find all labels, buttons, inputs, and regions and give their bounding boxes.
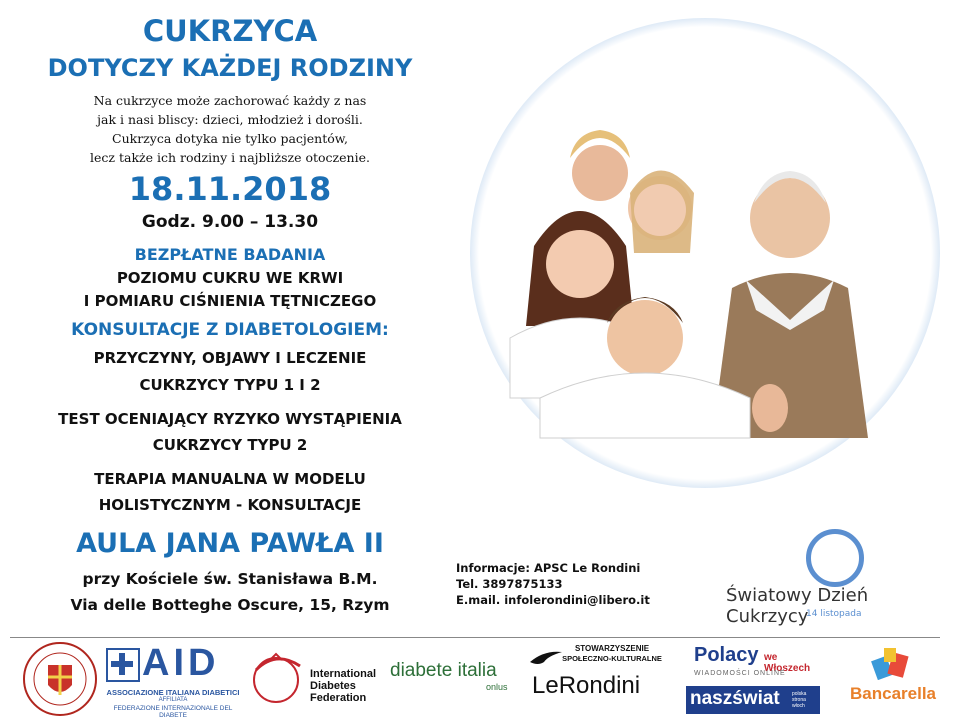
bancarella-logo	[846, 644, 940, 716]
le-rondini-logo	[528, 644, 666, 716]
title-line-2: DOTYCZY KAŻDEJ RODZINY	[47, 54, 413, 82]
church-seal-logo	[22, 641, 98, 717]
free-tests-line: POZIOMU CUKRU WE KRWI	[116, 269, 344, 287]
risk-test-line: TEST OCENIAJĄCY RYZYKO WYSTĄPIENIA	[58, 410, 402, 428]
family-illustration	[470, 18, 940, 488]
consult-title: KONSULTACJE Z DIABETOLOGIEM:	[71, 320, 389, 340]
contact-email: E.mail. infolerondini@libero.it	[456, 593, 650, 607]
consult-lines	[20, 345, 440, 399]
venue-address	[20, 566, 440, 618]
aid-title: AID	[142, 642, 220, 684]
aid-line1: ASSOCIAZIONE ITALIANA DIABETICI	[106, 688, 240, 697]
lr-line2: SPOŁECZNO-KULTURALNE	[562, 654, 662, 663]
diabete-italia-logo	[390, 660, 520, 700]
polacy-we-wloszech-logo	[688, 644, 811, 684]
intro-line: Na cukrzyce może zachorować każdy z nas	[93, 93, 367, 108]
intro-line: jak i nasi bliscy: dzieci, młodzież i dorośli.	[97, 112, 363, 127]
venue-line: przy Kościele św. Stanisława B.M.	[82, 570, 378, 588]
aid-logo	[106, 642, 240, 719]
aid-cross-icon	[106, 648, 140, 682]
intro-line: Cukrzyca dotyka nie tylko pacjentów,	[112, 131, 348, 146]
di-sub: onlus	[486, 682, 508, 692]
free-tests-line: I POMIARU CIŚNIENIA TĘTNICZEGO	[83, 292, 377, 310]
idf-line: Federation	[310, 692, 367, 704]
title-line-1: CUKRZYCA	[142, 14, 318, 48]
aid-line3: FEDERAZIONE INTERNAZIONALE DEL DIABETE	[113, 705, 233, 719]
lr-name: LeRondini	[532, 672, 641, 699]
contact-phone: Tel. 3897875133	[456, 577, 563, 591]
therapy-line: TERAPIA MANUALNA W MODELU	[94, 470, 366, 488]
ns-name: naszświat	[690, 688, 780, 709]
risk-test-lines	[10, 406, 450, 458]
nasz-swiat-logo	[686, 686, 820, 714]
idf-globe-icon	[248, 650, 304, 706]
idf-line: Diabetes	[310, 680, 356, 692]
wdd-name: Światowy Dzień Cukrzycy	[726, 585, 869, 627]
bc-name: Bancarella	[850, 684, 936, 703]
free-tests-title: BEZPŁATNE BADANIA	[134, 245, 326, 264]
free-tests-lines	[30, 267, 430, 313]
event-date: 18.11.2018	[128, 170, 332, 208]
risk-test-line: CUKRZYCY TYPU 2	[152, 436, 308, 454]
therapy-lines	[10, 466, 450, 518]
intro-text	[60, 91, 400, 167]
venue-line: Via delle Botteghe Oscure, 15, Rzym	[70, 596, 390, 614]
consult-line: CUKRZYCY TYPU 1 I 2	[139, 376, 321, 394]
event-hours: Godz. 9.00 – 13.30	[141, 212, 319, 232]
books-icon	[870, 644, 914, 680]
pw-name1: Polacy	[694, 644, 759, 666]
pw-name2: we Włoszech	[764, 652, 811, 674]
footer-divider	[10, 637, 940, 638]
venue-name: AULA JANA PAWŁA II	[76, 528, 384, 559]
wdd-date: 14 listopada	[806, 609, 862, 619]
family-photo-circle	[470, 18, 940, 488]
contact-info	[456, 560, 686, 608]
wdd-ring-icon	[806, 529, 864, 587]
pw-sub: WIADOMOŚCI ONLINE	[694, 670, 786, 677]
contact-line: Informacje: APSC Le Rondini	[456, 561, 641, 575]
swallow-icon	[528, 650, 564, 674]
ns-sub: polska strona włoch	[792, 691, 807, 709]
aid-line2: AFFILIATA	[158, 697, 188, 703]
idf-logo	[248, 648, 384, 714]
consult-line: PRZYCZYNY, OBJAWY I LECZENIE	[93, 349, 367, 367]
idf-line: International	[310, 668, 377, 680]
intro-line: lecz także ich rodziny i najbliższe otoczenie.	[90, 150, 370, 165]
lr-line1: STOWARZYSZENIE	[574, 644, 650, 653]
therapy-line: HOLISTYCZNYM - KONSULTACJE	[98, 496, 362, 514]
di-name: diabete italia	[390, 660, 497, 681]
